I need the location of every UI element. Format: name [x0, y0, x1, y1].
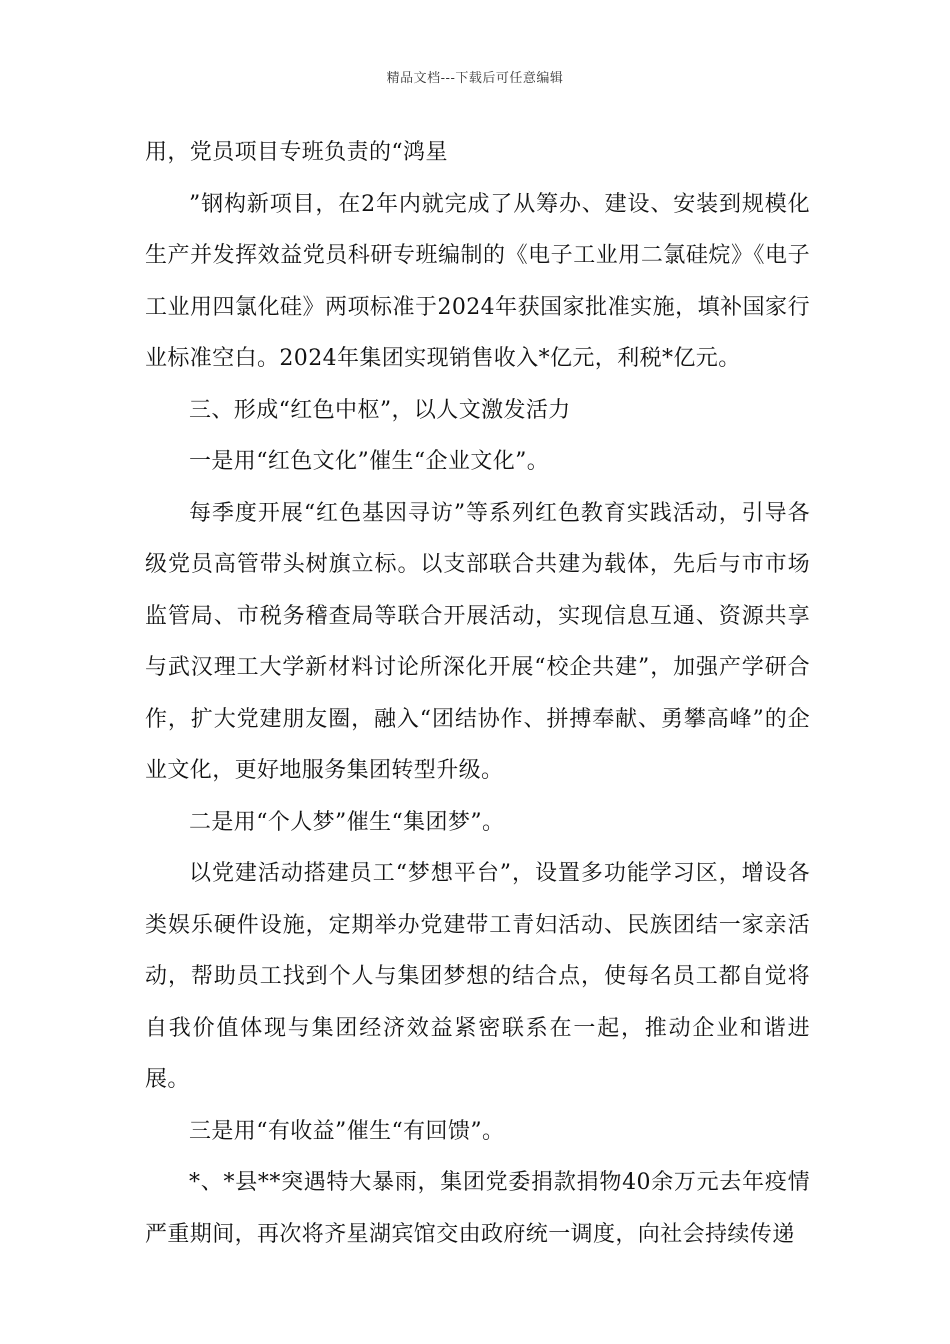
paragraph-7: 以党建活动搭建员工“梦想平台”，设置多功能学习区，增设各类娱乐硬件设施，定期举办党建带工青妇活动、民族团结一家亲活动，帮助员工找到个人与集团梦想的结合点，使每名员工都自觉将自我价值体现与集团经济效益紧密联系在一起，推动企业和谐进展。 [145, 861, 810, 1092]
section-heading-3: 三、形成“红色中枢”，以人文激发活力 [189, 397, 571, 423]
subheading-2: 二是用“个人梦”催生“集团梦”。 [189, 809, 505, 835]
subheading-3: 三是用“有收益”催生“有回馈”。 [189, 1118, 505, 1144]
paragraph-9: *、*县**突遇特大暴雨，集团党委捐款捐物40余万元去年疫情严重期间，再次将齐星湖宾馆交由政府统一调度，向社会持续传递 [145, 1170, 810, 1247]
page-header: 精品文档---下载后可任意编辑 [386, 71, 564, 86]
paragraph-1: 用，党员项目专班负责的“鸿星 [145, 140, 448, 165]
subheading-1: 一是用“红色文化”催生“企业文化”。 [189, 449, 550, 474]
paragraph-5: 每季度开展“红色基因寻访”等系列红色教育实践活动，引导各级党员高管带头树旗立标。以支部联合共建为载体，先后与市市场监管局、市税务稽查局等联合开展活动，实现信息互通、资源共享与武汉理工大学新材料讨论所深化开展“校企共建”，加强产学研合作，扩大党建朋友圈，融入“团结协作、拼搏奉献、勇攀高峰”的企业文化，更好地服务集团转型升级。 [145, 500, 810, 783]
document-body [145, 127, 810, 1260]
paragraph-2: ”钢构新项目，在2年内就完成了从筹办、建设、安装到规模化生产并发挥效益党员科研专班编制的《电子工业用二氯硅烷》《电子工业用四氯化硅》两项标准于2024年获国家批准实施，填补国家行业标准空白。2024年集团实现销售收入*亿元，利税*亿元。 [145, 191, 810, 371]
